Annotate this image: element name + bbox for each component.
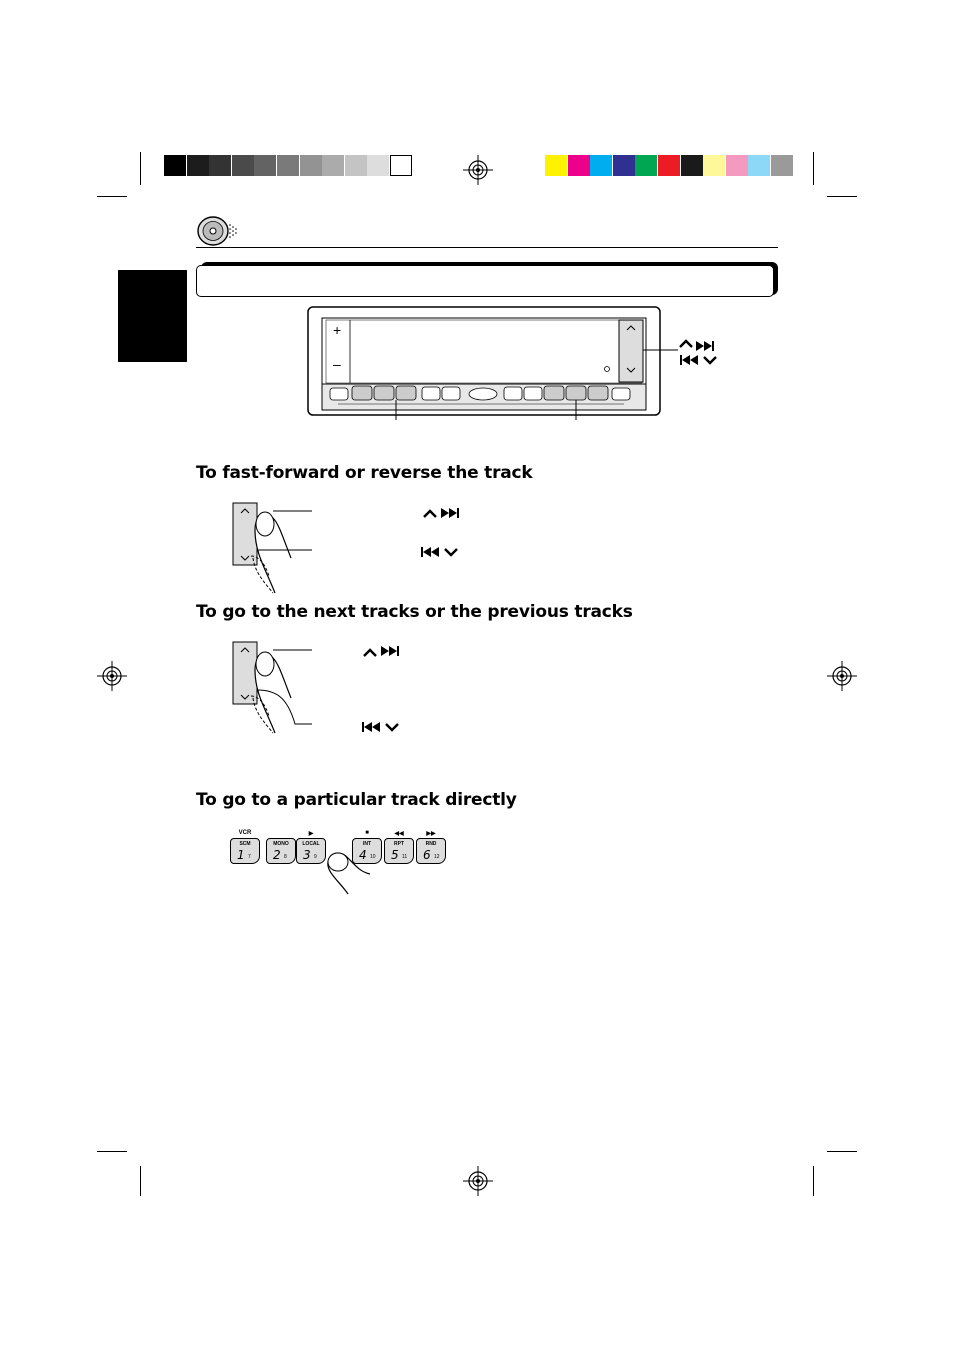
preset-key-label: RPT [394, 841, 404, 847]
color-swatch [568, 155, 590, 176]
heading-fast-forward: To fast-forward or reverse the track [196, 463, 533, 483]
preset-key [416, 838, 446, 864]
preset-button-6[interactable] [416, 830, 446, 870]
crop-mark [827, 196, 857, 197]
header-rule [196, 247, 778, 248]
preset-key-label: INT [362, 841, 372, 847]
finger-press-track-illustration [225, 638, 425, 738]
preset-key-sub-number: 9 [314, 854, 317, 860]
preset-key-number: 3 [303, 848, 311, 862]
crop-mark [813, 1166, 814, 1196]
language-side-tab [118, 270, 187, 362]
title-box [196, 265, 774, 297]
preset-button-top-label: ▶ [308, 831, 314, 837]
crosshair-registration-icon [463, 155, 493, 185]
color-swatch [613, 155, 635, 176]
color-swatch [322, 155, 344, 176]
color-swatch [703, 155, 725, 176]
color-swatch [771, 155, 793, 176]
color-swatch [164, 155, 186, 176]
color-swatch [748, 155, 770, 176]
heading-particular-track: To go to a particular track directly [196, 790, 517, 810]
color-swatch [300, 155, 322, 176]
preset-button-2[interactable] [266, 830, 296, 870]
preset-button-top-label: ◀◀ [394, 831, 404, 837]
crop-mark [140, 152, 141, 185]
color-swatch [254, 155, 276, 176]
preset-key-sub-number: 7 [248, 854, 251, 860]
preset-button-1[interactable] [230, 830, 260, 870]
color-swatch [590, 155, 612, 176]
preset-key-number: 2 [273, 848, 281, 862]
preset-key-sub-number: 10 [370, 854, 376, 860]
crop-mark [97, 196, 127, 197]
color-swatch [681, 155, 703, 176]
preset-key-sub-number: 11 [402, 854, 408, 860]
preset-button-top-label: ■ [365, 830, 369, 836]
color-swatch [390, 155, 412, 176]
heading-next-previous: To go to the next tracks or the previous tracks [196, 602, 633, 622]
preset-key-sub-number: 12 [434, 854, 440, 860]
crop-mark [97, 1151, 127, 1152]
color-swatch [232, 155, 254, 176]
color-swatch [187, 155, 209, 176]
crop-mark [140, 1166, 141, 1196]
color-swatch [209, 155, 231, 176]
preset-key-label: MONO [273, 841, 289, 847]
color-swatch [345, 155, 367, 176]
car-stereo-illustration [300, 300, 725, 425]
preset-key [230, 838, 260, 864]
crop-mark [813, 152, 814, 185]
cd-disc-icon [196, 215, 242, 247]
preset-button-top-label: VCR [238, 830, 252, 836]
preset-key-label: RND [425, 841, 437, 847]
color-swatch [277, 155, 299, 176]
finger-press-preset-illustration [318, 842, 378, 897]
preset-key-number: 6 [423, 848, 431, 862]
volume-minus-label: – [333, 356, 341, 372]
preset-key-label: SCM [239, 841, 251, 847]
crosshair-registration-icon [463, 1166, 493, 1196]
preset-key-label: LOCAL [302, 841, 320, 847]
preset-key-sub-number: 8 [284, 854, 287, 860]
crop-mark [827, 1151, 857, 1152]
crosshair-registration-icon [97, 661, 127, 691]
color-swatch [635, 155, 657, 176]
color-swatch [658, 155, 680, 176]
volume-plus-label: + [333, 322, 342, 338]
preset-key [266, 838, 296, 864]
preset-key [384, 838, 414, 864]
finger-press-seek-illustration [225, 498, 480, 598]
color-swatch [367, 155, 389, 176]
preset-button-5[interactable] [384, 830, 414, 870]
color-swatch [726, 155, 748, 176]
preset-key-number: 4 [359, 848, 367, 862]
preset-key-number: 5 [391, 848, 399, 862]
preset-button-top-label: ▶▶ [426, 831, 436, 837]
color-swatch [545, 155, 567, 176]
crosshair-registration-icon [827, 661, 857, 691]
preset-key-number: 1 [237, 848, 245, 862]
